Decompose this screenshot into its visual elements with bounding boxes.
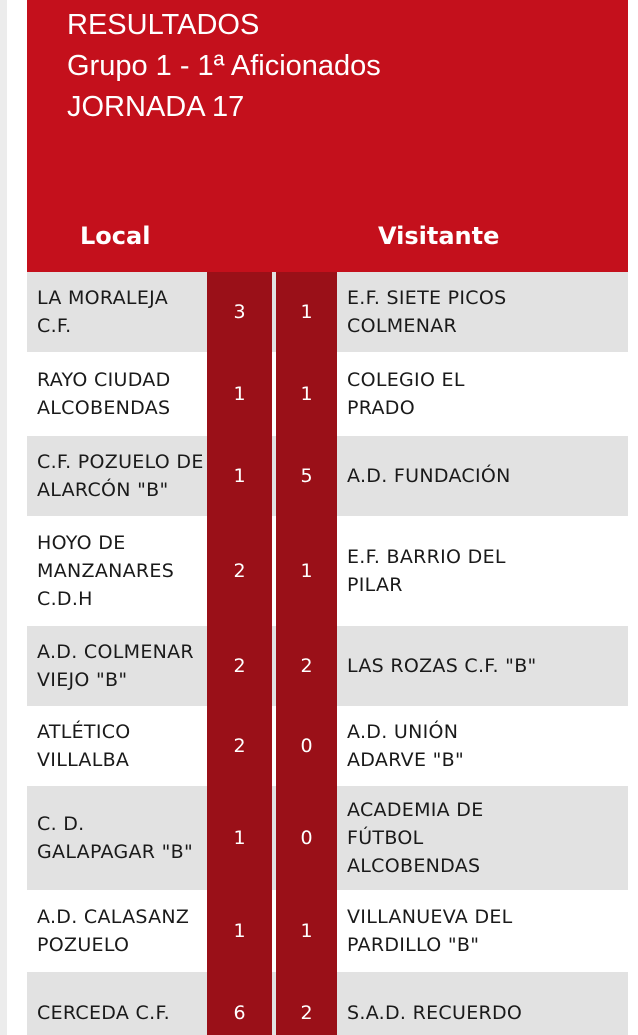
- home-team: C. D. GALAPAGAR "B": [37, 813, 194, 863]
- away-score: 0: [276, 706, 337, 786]
- match-row: [27, 352, 628, 436]
- away-team: A.D. UNIÓN ADARVE "B": [347, 721, 465, 771]
- group-label: Grupo 1 - 1ª Aficionados: [67, 50, 381, 82]
- away-team: COLEGIO EL PRADO: [347, 369, 465, 419]
- away-score: 1: [276, 272, 337, 352]
- home-score: 3: [207, 272, 272, 352]
- away-score: 0: [276, 786, 337, 890]
- away-team: E.F. BARRIO DEL PILAR: [347, 546, 506, 596]
- home-score: 1: [207, 436, 272, 516]
- away-team: ACADEMIA DE FÚTBOL ALCOBENDAS: [347, 799, 484, 877]
- away-team: S.A.D. RECUERDO: [347, 1001, 523, 1024]
- away-score: 1: [276, 352, 337, 436]
- home-team: A.D. COLMENAR VIEJO "B": [37, 641, 194, 691]
- away-score: 2: [276, 626, 337, 706]
- home-score: 2: [207, 626, 272, 706]
- match-row: [27, 516, 628, 626]
- home-score: 2: [207, 706, 272, 786]
- away-team: LAS ROZAS C.F. "B": [347, 655, 537, 677]
- away-score: 1: [276, 890, 337, 972]
- match-row: [27, 706, 628, 786]
- home-score: 2: [207, 516, 272, 626]
- results-table: [27, 272, 628, 1035]
- home-team: A.D. CALASANZ POZUELO: [37, 906, 190, 956]
- match-row: [27, 890, 628, 972]
- away-team: VILLANUEVA DEL PARDILLO "B": [347, 906, 513, 956]
- round-label: JORNADA 17: [67, 91, 245, 123]
- home-score: 6: [207, 972, 272, 1035]
- home-team: ATLÉTICO VILLALBA: [37, 721, 131, 771]
- results-header: [27, 0, 628, 272]
- match-row: [27, 436, 628, 516]
- away-score: 1: [276, 516, 337, 626]
- match-row: [27, 272, 628, 352]
- column-header-visitor: Visitante: [378, 222, 500, 250]
- home-score: 1: [207, 890, 272, 972]
- column-header-local: Local: [80, 222, 151, 250]
- away-score: 2: [276, 972, 337, 1035]
- home-team: RAYO CIUDAD ALCOBENDAS: [37, 369, 171, 419]
- home-score: 1: [207, 352, 272, 436]
- away-score: 5: [276, 436, 337, 516]
- home-team: LA MORALEJA C.F.: [37, 287, 168, 337]
- match-row: [27, 972, 628, 1035]
- left-border: [0, 0, 7, 1035]
- match-row: [27, 626, 628, 706]
- match-row: [27, 786, 628, 890]
- home-team: C.F. POZUELO DE ALARCÓN "B": [37, 451, 204, 501]
- away-team: E.F. SIETE PICOS COLMENAR: [347, 287, 507, 337]
- page-title: RESULTADOS: [67, 9, 260, 41]
- home-team: HOYO DE MANZANARES C.D.H: [37, 532, 175, 610]
- away-team: A.D. FUNDACIÓN: [347, 465, 511, 487]
- home-score: 1: [207, 786, 272, 890]
- home-team: CERCEDA C.F.: [37, 1001, 170, 1024]
